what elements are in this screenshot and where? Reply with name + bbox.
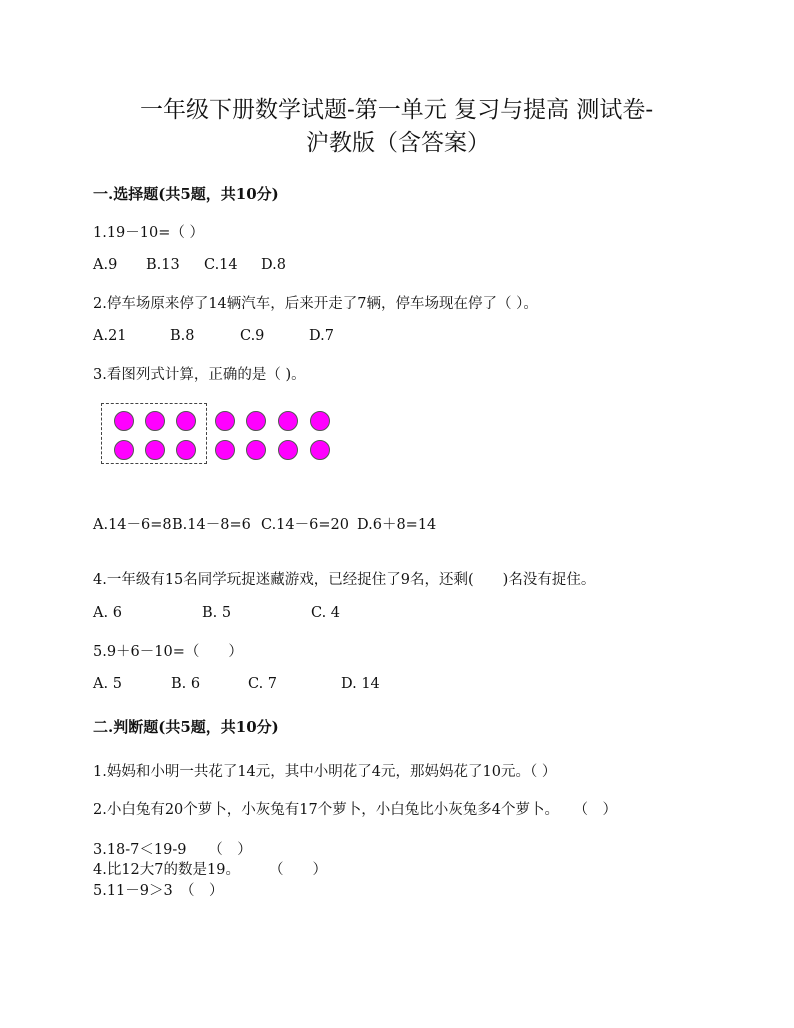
question-4-option-b: B. 5 xyxy=(202,605,232,621)
question-3-stem: 3.看图列式计算，正确的是（ )。 xyxy=(93,367,306,383)
section1-heading: 一.选择题(共5题，共10分) xyxy=(93,185,279,203)
judgement-item-4: 4.比12大7的数是19。 （ ） xyxy=(93,862,327,878)
boxed-dot xyxy=(176,440,196,460)
document-title-line1: 一年级下册数学试题-第一单元 复习与提高 测试卷- xyxy=(140,97,654,123)
dot xyxy=(278,411,298,431)
dot xyxy=(246,411,266,431)
dot xyxy=(215,411,235,431)
question-1-stem: 1.19－10=（ ） xyxy=(93,225,204,241)
question-2-option-a: A.21 xyxy=(93,328,127,344)
question-5-option-c: C. 7 xyxy=(248,676,278,692)
judgement-item-5: 5.11－9＞3 （ ） xyxy=(93,883,224,899)
question-3-option-c: C.14－6=20 xyxy=(261,517,349,533)
dot xyxy=(310,411,330,431)
question-1-option-d: D.8 xyxy=(261,257,286,273)
question-5-option-b: B. 6 xyxy=(171,676,201,692)
dot xyxy=(215,440,235,460)
question-1-option-b: B.13 xyxy=(146,257,180,273)
section2-heading: 二.判断题(共5题，共10分) xyxy=(93,718,279,736)
judgement-item-1: 1.妈妈和小明一共花了14元，其中小明花了4元，那妈妈花了10元。（ ） xyxy=(93,764,557,780)
boxed-dot xyxy=(145,440,165,460)
question-1-option-c: C.14 xyxy=(204,257,238,273)
question-5-option-a: A. 5 xyxy=(93,676,122,692)
dot xyxy=(246,440,266,460)
question-2-option-d: D.7 xyxy=(309,328,334,344)
boxed-dot xyxy=(145,411,165,431)
boxed-dot xyxy=(176,411,196,431)
question-5-stem: 5.9＋6－10=（ ） xyxy=(93,644,243,660)
question-4-option-a: A. 6 xyxy=(93,605,122,621)
question-4-option-c: C. 4 xyxy=(311,605,341,621)
boxed-dot xyxy=(114,440,134,460)
question-3-option-a: A.14－6=8 xyxy=(93,517,172,533)
question-3-option-d: D.6＋8=14 xyxy=(357,517,437,533)
judgement-item-3: 3.18-7＜19-9 （ ） xyxy=(93,842,252,858)
dot xyxy=(310,440,330,460)
question-4-stem: 4.一年级有15名同学玩捉迷藏游戏，已经捉住了9名，还剩( )名没有捉住。 xyxy=(93,572,596,588)
dot xyxy=(278,440,298,460)
document-title-line2: 沪教版（含答案） xyxy=(306,130,490,156)
boxed-dot xyxy=(114,411,134,431)
judgement-item-2: 2.小白兔有20个萝卜，小灰兔有17个萝卜，小白兔比小灰兔多4个萝卜。 （ ） xyxy=(93,802,617,818)
question-2-stem: 2.停车场原来停了14辆汽车，后来开走了7辆，停车场现在停了（ ）。 xyxy=(93,296,538,312)
question-3-option-b: B.14－8=6 xyxy=(172,517,251,533)
question-2-option-b: B.8 xyxy=(170,328,195,344)
question-5-option-d: D. 14 xyxy=(341,676,380,692)
question-2-option-c: C.9 xyxy=(240,328,265,344)
question-1-option-a: A.9 xyxy=(93,257,118,273)
